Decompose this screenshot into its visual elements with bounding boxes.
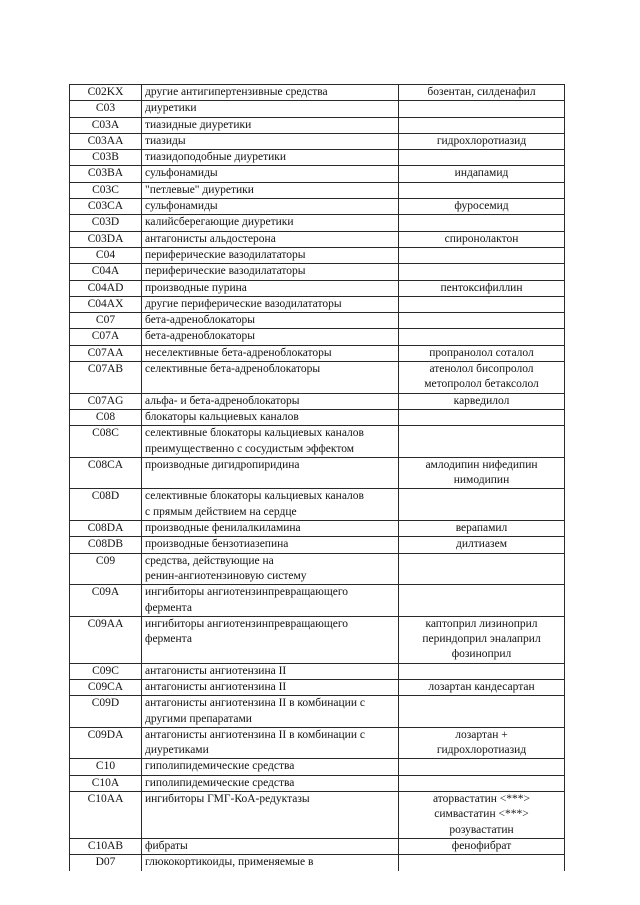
group-name-cell: бета-адреноблокаторы xyxy=(142,329,399,345)
drug-names-cell xyxy=(399,215,565,231)
atc-code-cell: C07AB xyxy=(70,362,142,394)
drug-names-cell xyxy=(399,247,565,263)
drug-names-cell xyxy=(399,182,565,198)
table-row xyxy=(70,585,565,617)
atc-code-cell: C07AA xyxy=(70,345,142,361)
drug-names-cell: амлодипин нифедипин нимодипин xyxy=(399,457,565,489)
table-row xyxy=(70,247,565,263)
atc-code-cell: C08DA xyxy=(70,521,142,537)
table-row xyxy=(70,727,565,759)
table-row xyxy=(70,426,565,458)
group-name-cell: производные пурина xyxy=(142,280,399,296)
table-row xyxy=(70,393,565,409)
group-name-cell: ингибиторы ангиотензинпревращающего фермента xyxy=(142,616,399,663)
atc-code-cell: C08DB xyxy=(70,537,142,553)
group-name-cell: производные фенилалкиламина xyxy=(142,521,399,537)
table-row xyxy=(70,679,565,695)
drug-names-cell: гидрохлоротиазид xyxy=(399,133,565,149)
group-name-cell: другие антигипертензивные средства xyxy=(142,85,399,101)
table-row xyxy=(70,759,565,775)
group-name-cell: селективные бета-адреноблокаторы xyxy=(142,362,399,394)
table-row xyxy=(70,231,565,247)
group-name-cell: блокаторы кальциевых каналов xyxy=(142,409,399,425)
table-body xyxy=(70,85,565,871)
group-name-cell: селективные блокаторы кальциевых каналов преимущественно с сосудистым эффектом xyxy=(142,426,399,458)
drug-names-cell: атенолол бисопролол метопролол бетаксолол xyxy=(399,362,565,394)
drug-names-cell: пентоксифиллин xyxy=(399,280,565,296)
group-name-cell: бета-адреноблокаторы xyxy=(142,313,399,329)
atc-code-cell: C09DA xyxy=(70,727,142,759)
group-name-cell: антагонисты ангиотензина II в комбинации с другими препаратами xyxy=(142,696,399,728)
atc-code-cell: C09A xyxy=(70,585,142,617)
atc-code-cell: C04AD xyxy=(70,280,142,296)
drug-names-cell: лозартан кандесартан xyxy=(399,679,565,695)
atc-code-cell: C10AA xyxy=(70,792,142,839)
table-row xyxy=(70,457,565,489)
drug-names-cell: индапамид xyxy=(399,166,565,182)
drug-names-cell xyxy=(399,150,565,166)
atc-code-cell: C03B xyxy=(70,150,142,166)
group-name-cell: гиполипидемические средства xyxy=(142,759,399,775)
table-row xyxy=(70,166,565,182)
drug-names-cell: бозентан, силденафил xyxy=(399,85,565,101)
drug-names-cell: каптоприл лизиноприл периндоприл эналаприл фозиноприл xyxy=(399,616,565,663)
group-name-cell: ингибиторы ГМГ-КоА-редуктазы xyxy=(142,792,399,839)
table-row xyxy=(70,313,565,329)
group-name-cell: периферические вазодилататоры xyxy=(142,264,399,280)
group-name-cell: антагонисты ангиотензина II xyxy=(142,663,399,679)
table-row xyxy=(70,521,565,537)
group-name-cell: ингибиторы ангиотензинпревращающего фермента xyxy=(142,585,399,617)
atc-code-cell: C02KX xyxy=(70,85,142,101)
group-name-cell: периферические вазодилататоры xyxy=(142,247,399,263)
group-name-cell: глюкокортикоиды, применяемые в xyxy=(142,855,399,871)
group-name-cell: антагонисты ангиотензина II в комбинации с диуретиками xyxy=(142,727,399,759)
drug-names-cell xyxy=(399,775,565,791)
table-row xyxy=(70,329,565,345)
atc-code-cell: C03 xyxy=(70,101,142,117)
group-name-cell: средства, действующие на ренин-ангиотензиновую систему xyxy=(142,553,399,585)
atc-code-cell: C03D xyxy=(70,215,142,231)
atc-code-cell: C03C xyxy=(70,182,142,198)
group-name-cell: тиазидные диуретики xyxy=(142,117,399,133)
group-name-cell: антагонисты ангиотензина II xyxy=(142,679,399,695)
atc-code-cell: C03DA xyxy=(70,231,142,247)
table-row xyxy=(70,362,565,394)
group-name-cell: производные дигидропиридина xyxy=(142,457,399,489)
drug-names-cell xyxy=(399,759,565,775)
table-row xyxy=(70,264,565,280)
atc-code-cell: C08 xyxy=(70,409,142,425)
atc-code-cell: D07 xyxy=(70,855,142,871)
table-row xyxy=(70,537,565,553)
drug-names-cell xyxy=(399,409,565,425)
table-row xyxy=(70,117,565,133)
group-name-cell: калийсберегающие диуретики xyxy=(142,215,399,231)
atc-drug-table xyxy=(69,84,565,871)
group-name-cell: гиполипидемические средства xyxy=(142,775,399,791)
atc-code-cell: C08C xyxy=(70,426,142,458)
group-name-cell: тиазидоподобные диуретики xyxy=(142,150,399,166)
group-name-cell: альфа- и бета-адреноблокаторы xyxy=(142,393,399,409)
drug-names-cell xyxy=(399,553,565,585)
drug-names-cell: лозартан + гидрохлоротиазид xyxy=(399,727,565,759)
table-row xyxy=(70,553,565,585)
table-row xyxy=(70,215,565,231)
table-row xyxy=(70,182,565,198)
table-row xyxy=(70,792,565,839)
atc-code-cell: C04 xyxy=(70,247,142,263)
drug-names-cell xyxy=(399,117,565,133)
group-name-cell: сульфонамиды xyxy=(142,166,399,182)
atc-code-cell: C10 xyxy=(70,759,142,775)
drug-names-cell xyxy=(399,264,565,280)
drug-names-cell xyxy=(399,696,565,728)
drug-names-cell xyxy=(399,313,565,329)
table-row xyxy=(70,775,565,791)
table-row xyxy=(70,101,565,117)
drug-names-cell: дилтиазем xyxy=(399,537,565,553)
atc-code-cell: C03CA xyxy=(70,199,142,215)
drug-names-cell xyxy=(399,585,565,617)
table-row xyxy=(70,489,565,521)
table-row xyxy=(70,150,565,166)
atc-code-cell: C09AA xyxy=(70,616,142,663)
atc-code-cell: C04AX xyxy=(70,296,142,312)
drug-names-cell xyxy=(399,101,565,117)
drug-names-cell: фуросемид xyxy=(399,199,565,215)
table-row xyxy=(70,855,565,871)
table-row xyxy=(70,663,565,679)
atc-code-cell: C03A xyxy=(70,117,142,133)
atc-code-cell: C10A xyxy=(70,775,142,791)
atc-code-cell: C07AG xyxy=(70,393,142,409)
drug-names-cell xyxy=(399,296,565,312)
table-row xyxy=(70,345,565,361)
drug-names-cell xyxy=(399,426,565,458)
group-name-cell: производные бензотиазепина xyxy=(142,537,399,553)
atc-code-cell: C07 xyxy=(70,313,142,329)
table-row xyxy=(70,409,565,425)
drug-names-cell: фенофибрат xyxy=(399,838,565,854)
table-row xyxy=(70,296,565,312)
drug-names-cell xyxy=(399,663,565,679)
table-row xyxy=(70,199,565,215)
atc-code-cell: C08CA xyxy=(70,457,142,489)
group-name-cell: селективные блокаторы кальциевых каналов с прямым действием на сердце xyxy=(142,489,399,521)
atc-code-cell: C09D xyxy=(70,696,142,728)
drug-names-cell: аторвастатин <***> симвастатин <***> розувастатин xyxy=(399,792,565,839)
group-name-cell: антагонисты альдостерона xyxy=(142,231,399,247)
table-row xyxy=(70,133,565,149)
atc-code-cell: C08D xyxy=(70,489,142,521)
group-name-cell: другие периферические вазодилататоры xyxy=(142,296,399,312)
drug-names-cell: карведилол xyxy=(399,393,565,409)
table-row xyxy=(70,280,565,296)
group-name-cell: сульфонамиды xyxy=(142,199,399,215)
group-name-cell: фибраты xyxy=(142,838,399,854)
drug-names-cell xyxy=(399,329,565,345)
atc-code-cell: C09CA xyxy=(70,679,142,695)
drug-names-cell: пропранолол соталол xyxy=(399,345,565,361)
group-name-cell: диуретики xyxy=(142,101,399,117)
table-row xyxy=(70,838,565,854)
group-name-cell: неселективные бета-адреноблокаторы xyxy=(142,345,399,361)
atc-code-cell: C03AA xyxy=(70,133,142,149)
atc-code-cell: C07A xyxy=(70,329,142,345)
drug-names-cell: верапамил xyxy=(399,521,565,537)
group-name-cell: "петлевые" диуретики xyxy=(142,182,399,198)
atc-code-cell: C04A xyxy=(70,264,142,280)
group-name-cell: тиазиды xyxy=(142,133,399,149)
drug-names-cell: спиронолактон xyxy=(399,231,565,247)
drug-names-cell xyxy=(399,489,565,521)
drug-names-cell xyxy=(399,855,565,871)
table-row xyxy=(70,616,565,663)
atc-code-cell: C09C xyxy=(70,663,142,679)
atc-code-cell: C10AB xyxy=(70,838,142,854)
atc-code-cell: C09 xyxy=(70,553,142,585)
table-row xyxy=(70,696,565,728)
table-row xyxy=(70,85,565,101)
atc-code-cell: C03BA xyxy=(70,166,142,182)
